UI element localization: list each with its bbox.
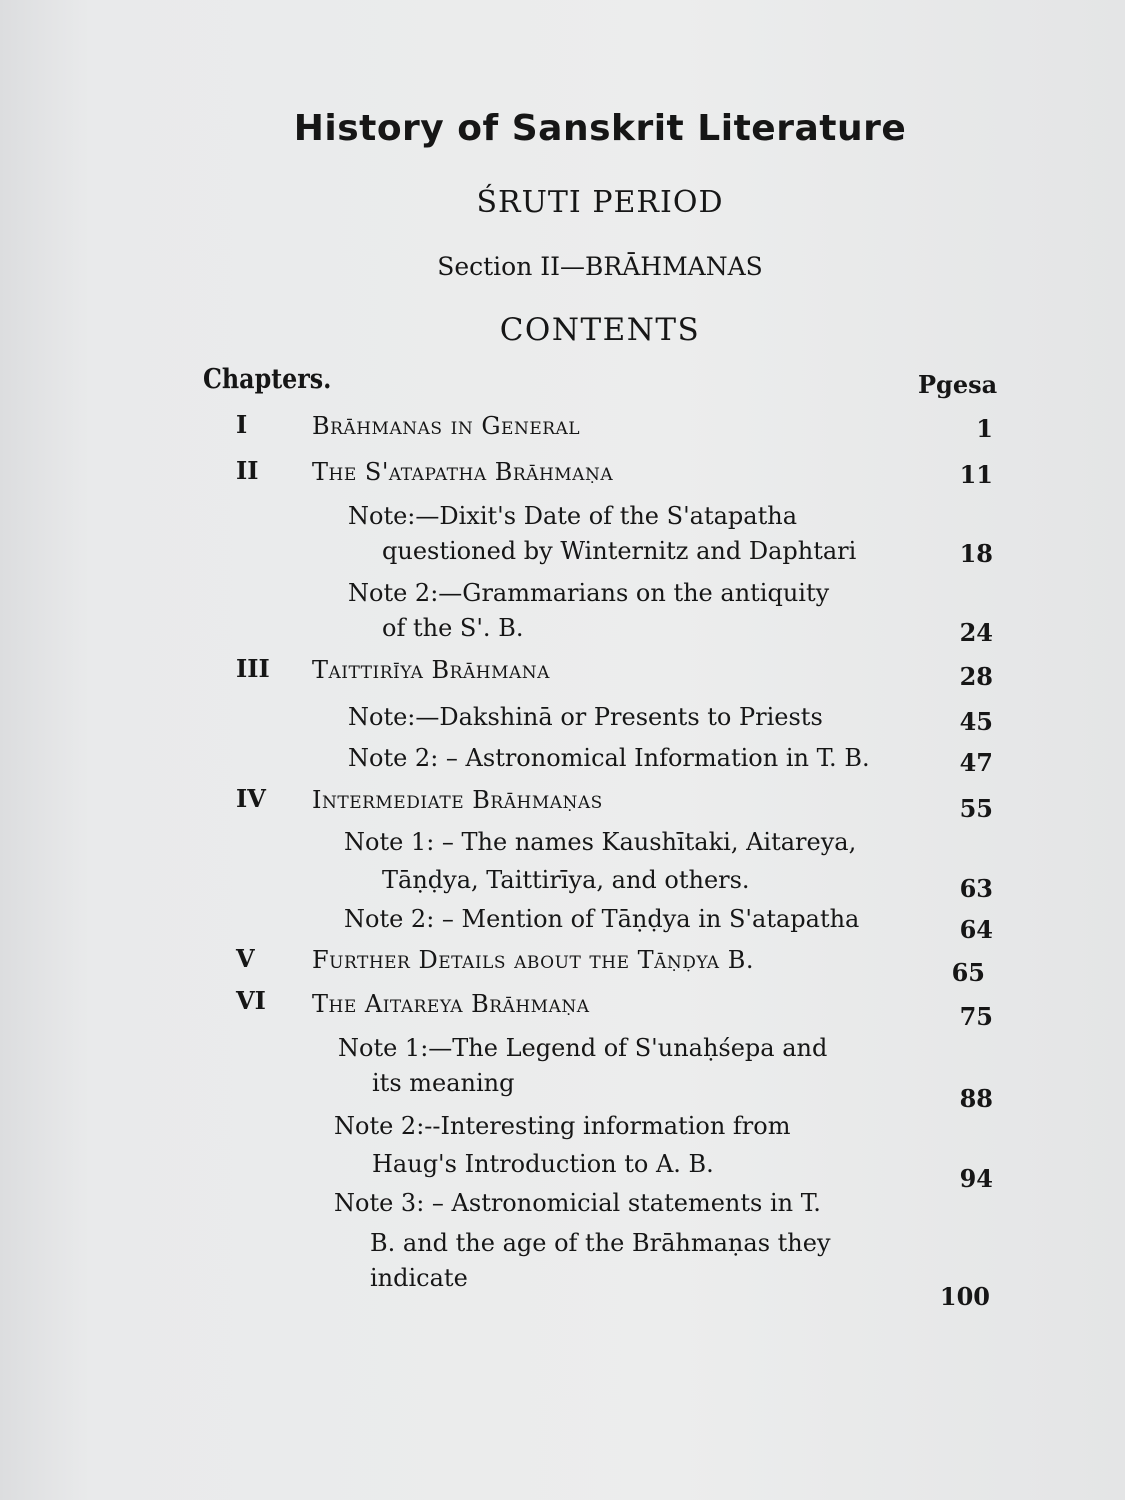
chapter-title: Further Details about the Tāṇḍya B. — [312, 946, 754, 974]
page-number: 65 — [951, 958, 985, 987]
page-number: 11 — [959, 460, 993, 489]
section-heading: Section II—BRĀHMANAS — [437, 252, 763, 281]
page-number: 94 — [959, 1164, 993, 1193]
page-number: 28 — [959, 662, 993, 691]
note-line: of the S'. B. — [382, 614, 524, 642]
chapter-number: V — [236, 944, 255, 973]
page-number: 47 — [959, 748, 993, 777]
chapter-number: IV — [236, 784, 266, 813]
note-line: Note 2:—Grammarians on the antiquity — [348, 579, 830, 607]
pages-column-header: Pgesa — [918, 370, 998, 399]
note-line: Note:—Dakshinā or Presents to Priests — [348, 703, 823, 731]
chapter-title: Intermediate Brāhmaṇas — [312, 786, 603, 814]
note-line: Note 2:--Interesting information from — [334, 1112, 791, 1140]
note-line: Haug's Introduction to A. B. — [372, 1150, 714, 1178]
note-line: its meaning — [372, 1069, 515, 1097]
note-line: Note 3: – Astronomicial statements in T. — [334, 1189, 821, 1217]
book-title: History of Sanskrit Literature — [293, 108, 907, 149]
chapter-number: I — [236, 410, 248, 439]
note-line: B. and the age of the Brāhmaṇas they — [370, 1229, 831, 1257]
chapter-number: III — [236, 654, 270, 683]
page-number: 100 — [939, 1282, 990, 1311]
chapter-number: VI — [236, 986, 266, 1015]
page-number: 75 — [959, 1002, 993, 1031]
chapter-number: II — [236, 456, 259, 485]
chapter-title: Brāhmanas in General — [312, 412, 581, 440]
note-line: Note 2: – Mention of Tāṇḍya in S'atapatha — [344, 905, 860, 933]
page-number: 88 — [959, 1084, 993, 1113]
note-line: Tāṇḍya, Taittirīya, and others. — [382, 866, 750, 894]
page-number: 63 — [959, 874, 993, 903]
page-number: 18 — [959, 539, 993, 568]
note-line: Note 1: – The names Kaushītaki, Aitareya, — [344, 828, 857, 856]
chapter-title: The Aitareya Brāhmaṇa — [312, 990, 590, 1018]
chapters-column-header: Chapters. — [203, 364, 332, 395]
note-line: Note 1:—The Legend of S'unaḥśepa and — [338, 1034, 828, 1062]
note-line: Note:—Dixit's Date of the S'atapatha — [348, 502, 798, 530]
chapter-title: The S'atapatha Brāhmaṇa — [312, 458, 614, 486]
note-line: indicate — [370, 1264, 468, 1292]
note-line: Note 2: – Astronomical Information in T. B. — [348, 744, 870, 772]
page-number: 45 — [959, 707, 993, 736]
page-number: 1 — [976, 414, 993, 443]
period-heading: ŚRUTI PERIOD — [476, 185, 724, 220]
chapter-title: Taittirīya Brāhmana — [312, 656, 550, 684]
page-number: 55 — [959, 794, 993, 823]
page-number: 24 — [959, 618, 993, 647]
page-number: 64 — [959, 915, 993, 944]
note-line: questioned by Winternitz and Daphtari — [382, 537, 857, 565]
contents-heading: CONTENTS — [499, 312, 701, 348]
